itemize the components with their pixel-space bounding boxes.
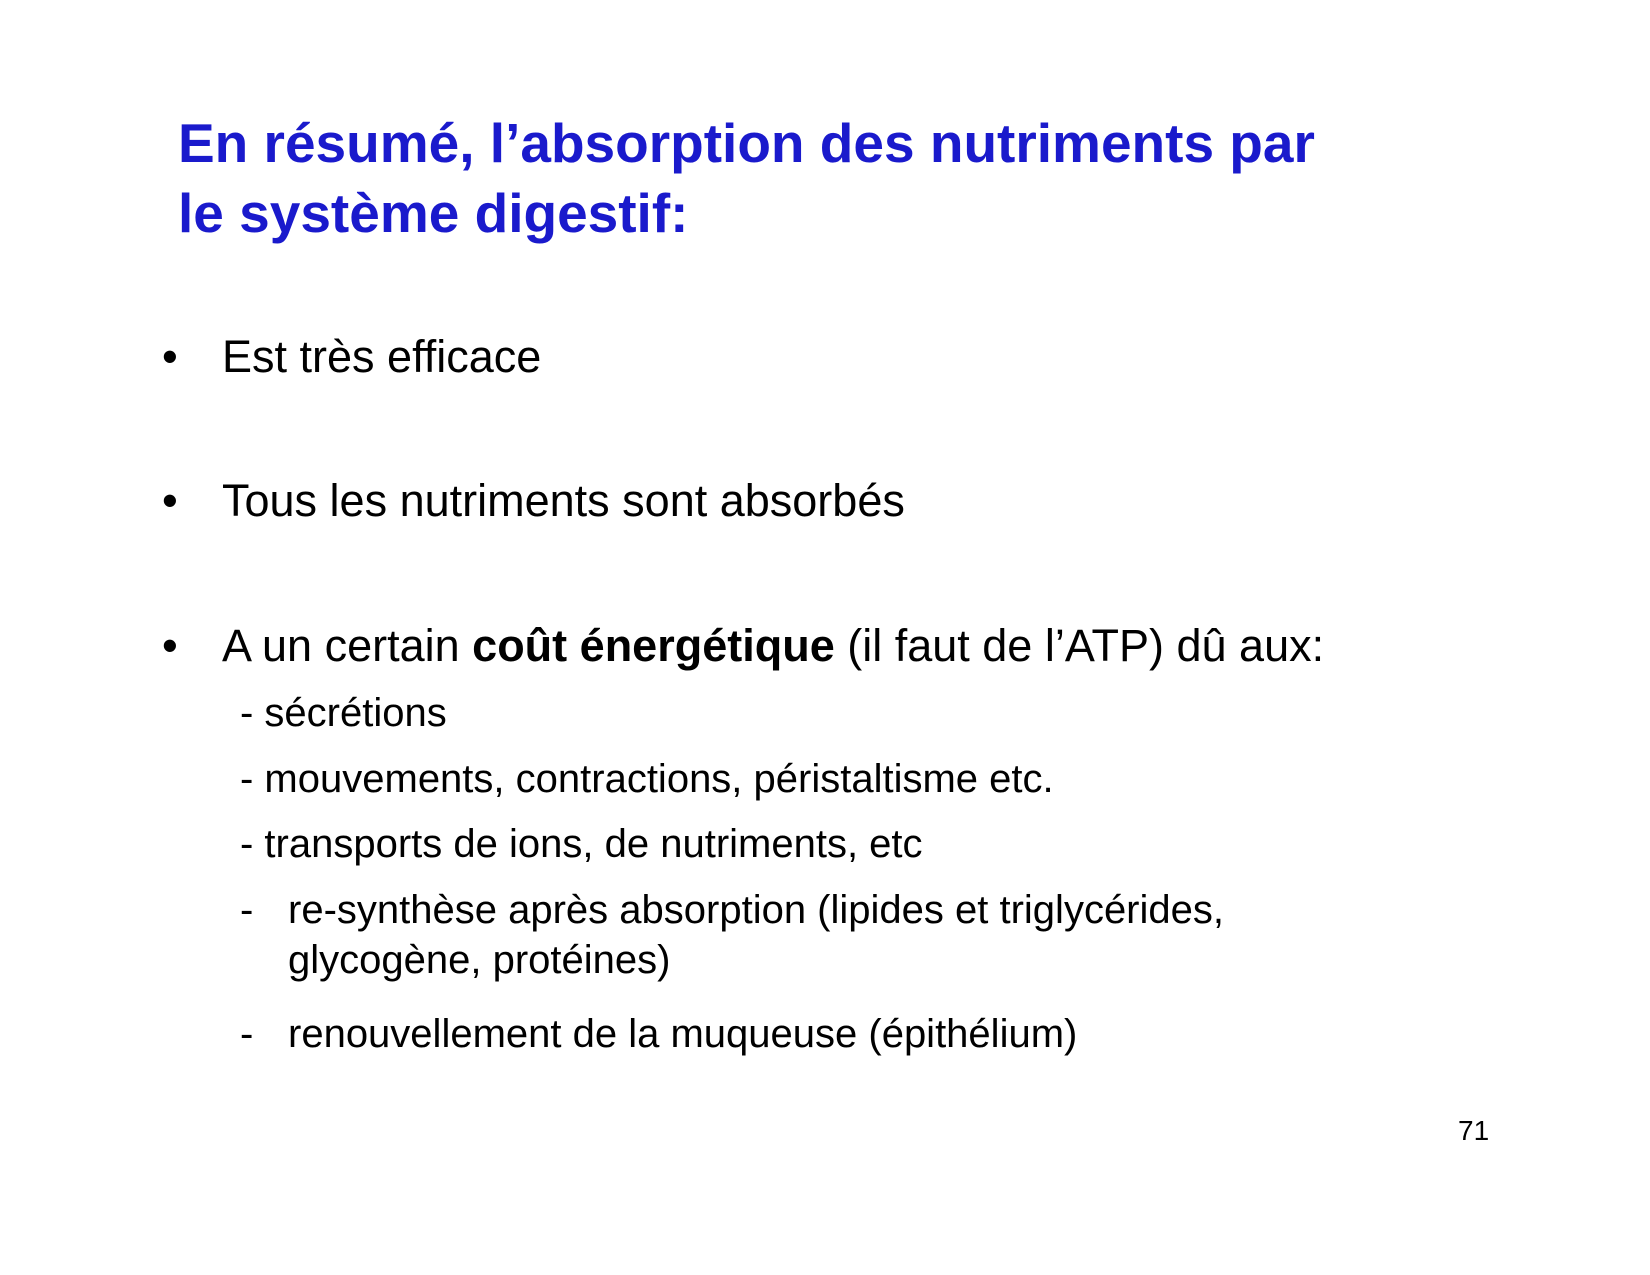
title-line-2: le système digestif: bbox=[178, 182, 689, 244]
sub-item-renouvellement bbox=[240, 1009, 1077, 1059]
bullet-item-efficacite bbox=[162, 330, 541, 384]
slide-title bbox=[178, 108, 1478, 248]
bullet-item-absorption bbox=[162, 474, 905, 528]
sub-item-resynthese bbox=[240, 885, 1224, 985]
sub-item-text: renouvellement de la muqueuse (épithélium) bbox=[288, 1012, 1078, 1056]
bullet-text: Est très efficace bbox=[222, 331, 542, 382]
bullet-text-before: A un certain bbox=[222, 620, 473, 671]
bullet-item-cout-energetique bbox=[162, 619, 1324, 673]
bullet-marker: • bbox=[162, 475, 178, 526]
sub-item-dash: - bbox=[240, 1012, 254, 1056]
bullet-text: Tous les nutriments sont absorbés bbox=[222, 475, 905, 526]
bullet-text-bold: coût énergétique bbox=[472, 620, 835, 671]
sub-item-secretions: - sécrétions bbox=[240, 691, 447, 735]
bullet-marker: • bbox=[162, 331, 178, 382]
sub-item-transports: - transports de ions, de nutriments, etc bbox=[240, 822, 923, 866]
bullet-marker: • bbox=[162, 620, 178, 671]
sub-item-line-2: glycogène, protéines) bbox=[288, 938, 671, 982]
bullet-text-after: (il faut de l’ATP) dû aux: bbox=[834, 620, 1325, 671]
sub-item-mouvements: - mouvements, contractions, péristaltisme etc. bbox=[240, 757, 1054, 801]
sub-item-dash: - bbox=[240, 888, 254, 932]
sub-item-line-1: re-synthèse après absorption (lipides et triglycérides, bbox=[288, 888, 1224, 932]
title-line-1: En résumé, l’absorption des nutriments par bbox=[178, 112, 1315, 174]
page-number: 71 bbox=[1458, 1115, 1490, 1146]
